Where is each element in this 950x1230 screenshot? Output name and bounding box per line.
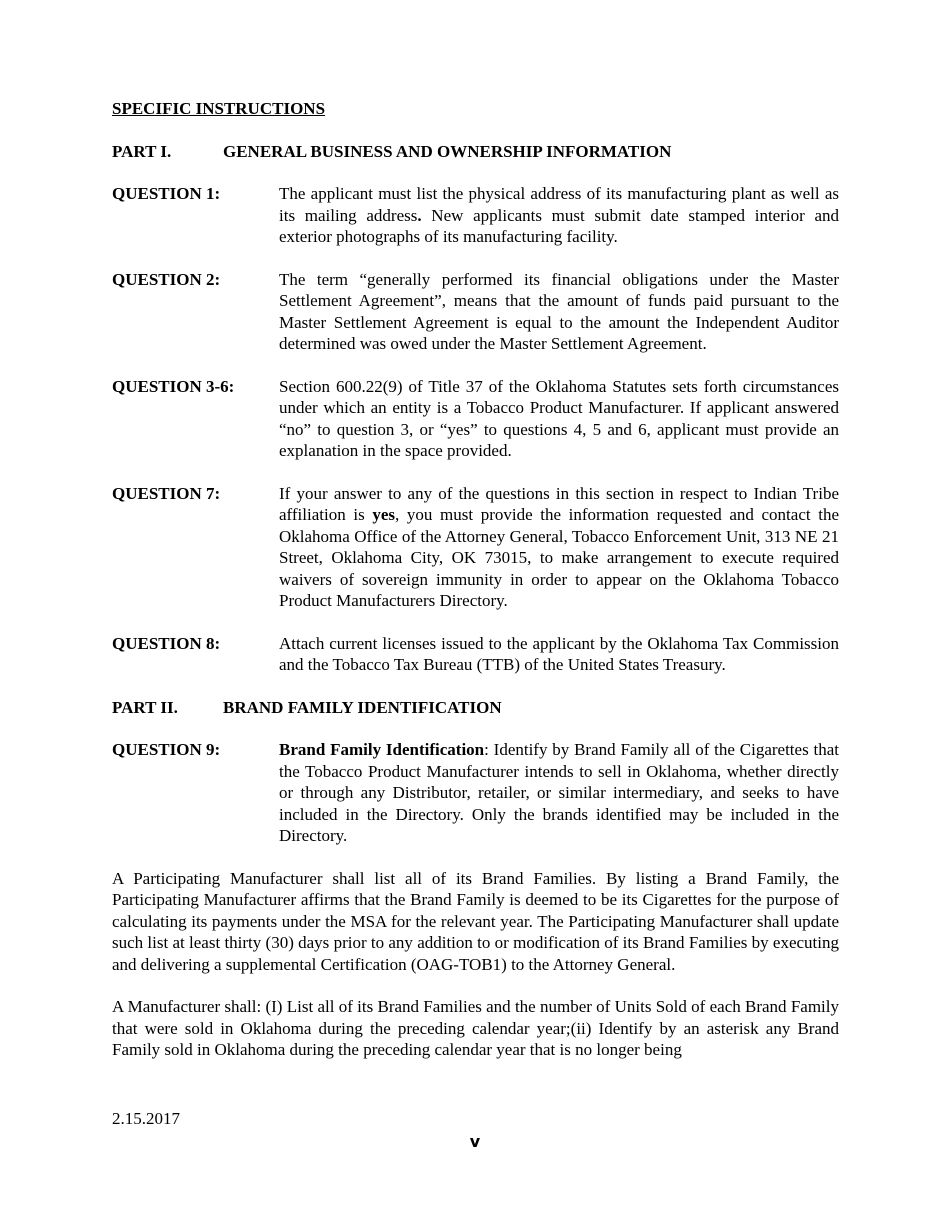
part-2-heading [112, 697, 839, 719]
document-body [112, 98, 839, 1061]
question-7 [112, 483, 839, 612]
question-8-text: Attach current licenses issued to the applicant by the Oklahoma Tax Commission and the Tobacco Tax Bureau (TTB) of the United States Treasury. [279, 633, 839, 674]
question-2-text: The term “generally performed its financial obligations under the Master Settlement Agreement”, means that the amount of funds paid pursuant to the Master Settlement Agreement is equal to the amount the Independent Auditor determined was owed under the Master Settlement Agreement. [279, 269, 839, 353]
question-9-text-b: : Identify by Brand Family all of the Cigarettes that the Tobacco Product Manufacturer intends to sell in Oklahoma, whether directly or through any Distributor, retailer, or similar intermediary, and seeks to have included in the Directory. Only the brands identified may be included in the Directory. [279, 740, 839, 845]
part-2-title: BRAND FAMILY IDENTIFICATION [223, 697, 502, 717]
question-1-text-b: New applicants must submit date stamped interior and exterior photographs of its manufacturing facility. [279, 205, 840, 246]
footer-date: 2.15.2017 [112, 1109, 180, 1128]
paragraph-manufacturer: A Manufacturer shall: (I) List all of its Brand Families and the number of Units Sold of each Brand Family that were sold in Oklahoma during the preceding calendar year;(ii) Identify by an asterisk any Brand Family sold in Oklahoma during the preceding calendar year that is no longer being [112, 997, 839, 1059]
question-1 [112, 183, 839, 248]
question-7-text [279, 483, 839, 612]
question-2 [112, 269, 839, 355]
question-7-text-b: , you must provide the information requested and contact the Oklahoma Office of the Attorney General, Tobacco Enforcement Unit, 313 NE 21 Street, Oklahoma City, OK 73015, to make arrangement to execute required waivers of sovereign immunity in order to appear on the Oklahoma Tobacco Product Manufacturers Directory. [279, 505, 839, 610]
question-3-6 [112, 376, 839, 462]
question-8 [112, 633, 839, 676]
paragraph-participating-manufacturer: A Participating Manufacturer shall list all of its Brand Families. By listing a Brand Family, the Participating Manufacturer affirms that the Brand Family is deemed to be its Cigarettes for the purpose of calculating its payments under the MSA for the relevant year. The Participating Manufacturer shall update such list at least thirty (30) days prior to any addition to or modification of its Brand Families by executing and delivering a supplemental Certification (OAG-TOB1) to the Attorney General. [112, 868, 839, 974]
part-2-number: PART II. [112, 697, 178, 717]
part-1-number: PART I. [112, 141, 172, 161]
question-1-text-a: The applicant must list the physical address of its manufacturing plant as well as its mailing address [279, 184, 839, 225]
question-9 [112, 739, 839, 847]
page-heading: SPECIFIC INSTRUCTIONS [112, 99, 326, 118]
question-7-label: QUESTION 7: [112, 483, 221, 503]
question-9-label: QUESTION 9: [112, 740, 221, 759]
question-2-label: QUESTION 2: [112, 269, 221, 289]
question-7-text-bold: yes [372, 505, 395, 524]
question-3-6-label: QUESTION 3-6: [112, 376, 235, 396]
question-1-text-bold: . [417, 205, 422, 225]
question-9-text-bold: Brand Family Identification [279, 740, 485, 759]
question-9-text [279, 739, 839, 847]
question-7-text-a: If your answer to any of the questions in this section in respect to Indian Tribe affiliation is [279, 483, 839, 524]
question-1-text [279, 183, 839, 248]
part-1-heading [112, 141, 839, 163]
question-1-label: QUESTION 1: [112, 184, 221, 203]
part-1-title: GENERAL BUSINESS AND OWNERSHIP INFORMATION [223, 141, 672, 161]
page-number: v [469, 1132, 481, 1151]
question-8-label: QUESTION 8: [112, 633, 221, 653]
question-3-6-text: Section 600.22(9) of Title 37 of the Oklahoma Statutes sets forth circumstances under which an entity is a Tobacco Product Manufacturer. If applicant answered “no” to question 3, or “yes” to questions 4, 5 and 6, applicant must provide an explanation in the space provided. [279, 376, 839, 460]
